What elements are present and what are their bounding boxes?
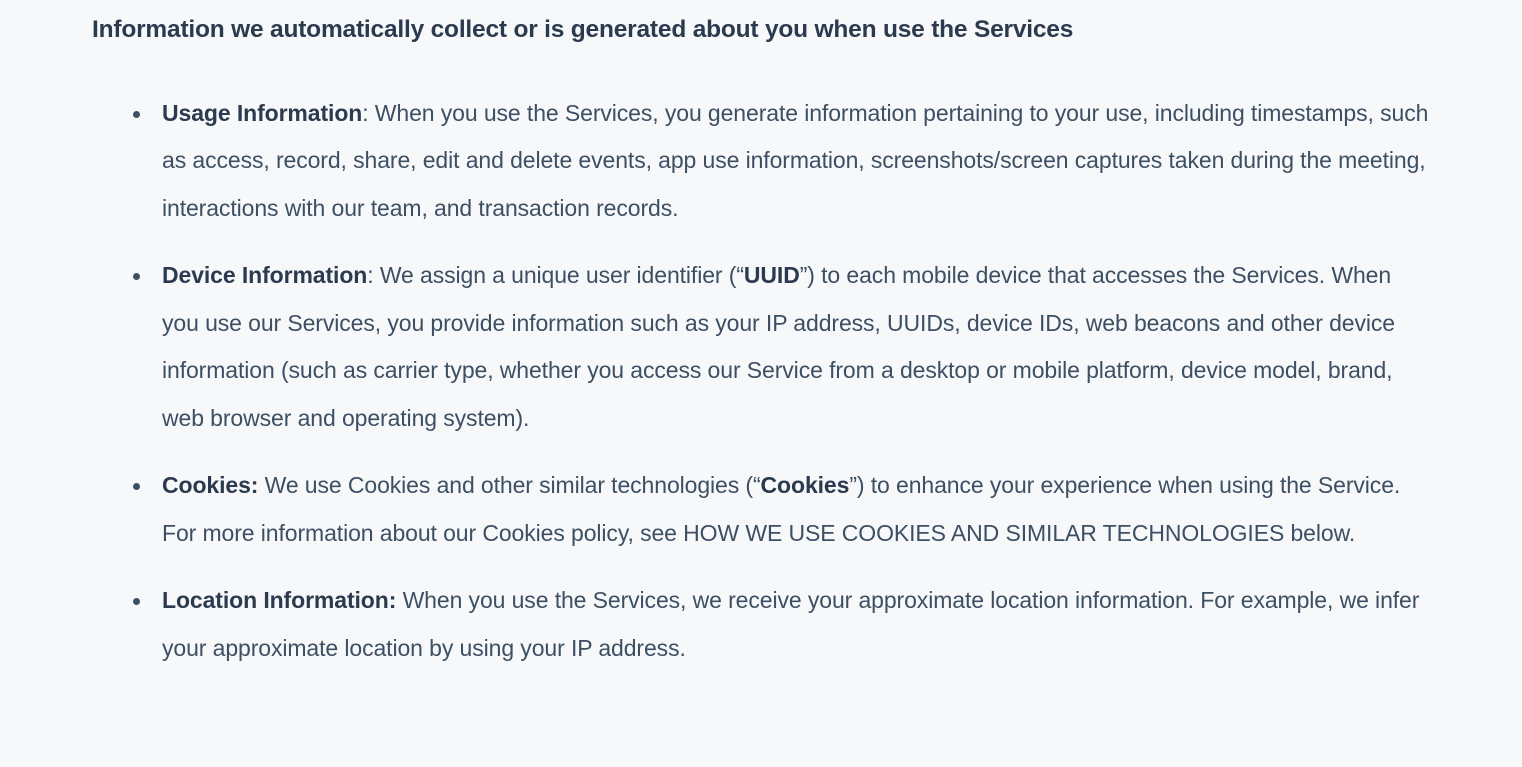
page-title: Information we automatically collect or is generated about you when use the Services xyxy=(92,16,1074,43)
list-item-usage-information xyxy=(0,90,1522,233)
device-information-text-part-1: : We assign a unique user identifier (“ xyxy=(367,262,744,289)
device-information-text-part-2: ”) to each mobile device that accesses the Services. When you use our Services, you provide information such as your IP address, UUIDs, device IDs, web beacons and other device information (such as carrier type, whether you access our Service from a desktop or mobile platform, device model, brand, web browser and operating system). xyxy=(162,262,1395,431)
cookies-text-part-1: We use Cookies and other similar technologies (“ xyxy=(258,472,761,499)
location-information-label: Location Information: xyxy=(162,587,397,614)
device-information-emphasis-uuid: UUID xyxy=(743,262,800,289)
location-information-text: When you use the Services, we receive your approximate location information. For example, we infer your approximate location by using your IP address. xyxy=(162,587,1420,661)
list-item-device-information xyxy=(0,252,1522,442)
usage-information-text: : When you use the Services, you generate information pertaining to your use, including timestamps, such as access, record, share, edit and delete events, app use information, screenshots/screen captures taken during the meeting, interactions with our team, and transaction records. xyxy=(162,99,1429,221)
usage-information-label: Usage Information xyxy=(162,99,363,126)
cookies-emphasis: Cookies xyxy=(760,472,850,499)
device-information-label: Device Information xyxy=(162,262,368,289)
list-item-location-information xyxy=(0,577,1522,672)
information-types-list xyxy=(0,90,1522,673)
list-item-cookies xyxy=(0,462,1522,557)
cookies-label: Cookies: xyxy=(162,472,259,499)
cookies-text-part-2: ”) to enhance your experience when using the Service. For more information about our Cookies policy, see HOW WE USE COOKIES AND SIMILAR TECHNOLOGIES below. xyxy=(162,472,1401,546)
